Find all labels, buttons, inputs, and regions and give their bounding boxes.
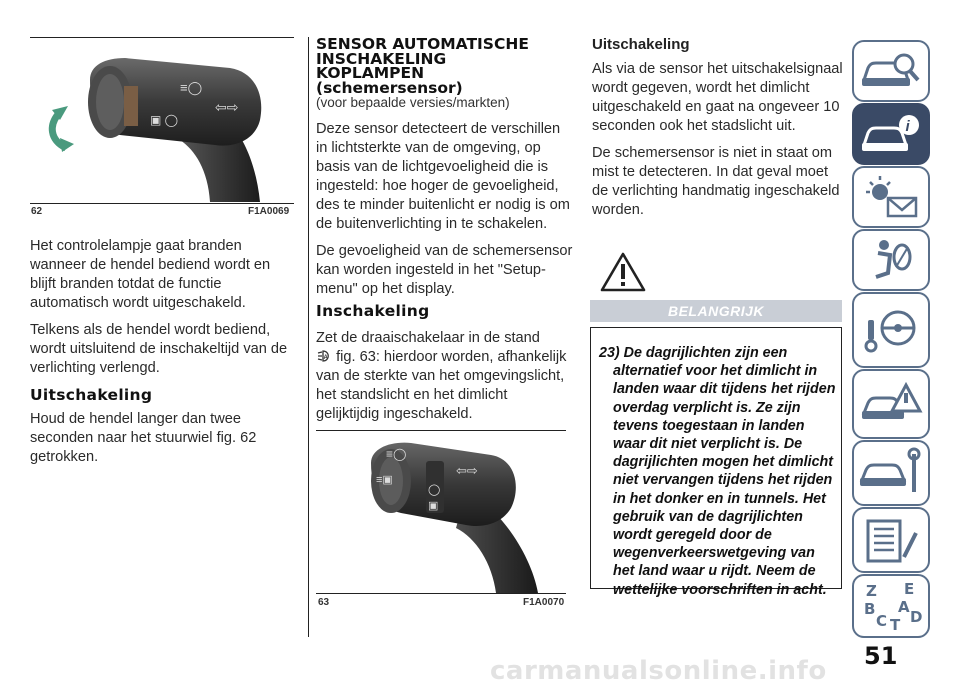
svg-text:Z: Z: [866, 582, 877, 600]
paragraph: De gevoeligheid van de schemersensor kan worden ingesteld in het "Setup-menu" op het display.: [316, 243, 573, 297]
tab-technical-data[interactable]: [852, 507, 930, 573]
section-subtitle: (voor bepaalde versies/markten): [316, 95, 510, 110]
tab-safety[interactable]: [852, 229, 930, 291]
column-divider: [308, 37, 309, 637]
figure-63-top-rule: [316, 430, 566, 431]
paragraph: De schemersensor is niet in staat om mist te detecteren. In dat geval moet de verlichting handmatig ingeschakeld worden.: [592, 145, 840, 218]
figure-62-code: F1A0069: [248, 206, 290, 217]
sun-envelope-icon: [854, 168, 928, 226]
svg-text:≡◯: ≡◯: [386, 447, 407, 461]
column-1-text: [30, 237, 296, 386]
svg-text:≡▣: ≡▣: [376, 474, 393, 486]
figure-62-bottom-rule: [30, 203, 294, 204]
svg-text:⇦⇨: ⇦⇨: [456, 463, 478, 478]
warning-header: BELANGRIJK: [590, 300, 842, 322]
svg-text:A: A: [898, 598, 910, 616]
column-2-text-2: [316, 329, 574, 424]
car-wrench-icon: [854, 442, 928, 504]
figure-62-image: [30, 40, 294, 202]
paragraph: Houd de hendel langer dan twee seconden naar het stuurwiel fig. 62 getrokken.: [30, 411, 257, 465]
stalk-lever-illustration: [316, 433, 566, 593]
car-info-icon: [854, 105, 928, 163]
column-1-text-2: [30, 410, 290, 475]
title-line: (schemersensor): [316, 78, 463, 97]
title-line: KOPLAMPEN: [316, 64, 425, 82]
column-2-text: [316, 120, 574, 307]
warning-car-icon: [854, 371, 928, 437]
auto-light-icon: [316, 349, 332, 363]
tab-starting-driving[interactable]: [852, 292, 930, 368]
column-3-text: [592, 60, 844, 228]
section-heading-inschakeling: Inschakeling: [316, 302, 430, 320]
figure-62-top-rule: [30, 37, 294, 38]
paragraph-rest: fig. 63: hierdoor worden, afhankelijk van de sterkte van het omgevingslicht, het standslicht en het dimlicht gelijktijdig ingeschakeld.: [316, 349, 567, 422]
alphabet-index-icon: [854, 576, 928, 636]
figure-62-number: 62: [31, 206, 43, 217]
svg-text:i: i: [905, 118, 910, 135]
svg-text:E: E: [904, 580, 915, 598]
paragraph: [316, 329, 574, 424]
title-line: INSCHAKELING: [316, 49, 447, 68]
section-title-sensor: [316, 37, 576, 95]
key-steering-wheel-icon: [854, 294, 928, 366]
warning-box: [590, 327, 842, 598]
paragraph-start: Zet de draaischakelaar in de stand: [316, 330, 540, 346]
car-magnifier-icon: [854, 42, 928, 100]
paragraph: Als via de sensor het uitschakelsignaal wordt gegeven, wordt het dimlicht uitgeschakeld en gaat na ongeveer 10 seconden ook het stadslicht uit.: [592, 61, 843, 134]
watermark: carmanualsonline.info: [490, 656, 827, 686]
figure-63-bottom-rule: [316, 593, 566, 594]
paragraph: Telkens als de hendel wordt bediend, wordt uitsluitend de inschakeltijd van de verlichting verlengd.: [30, 322, 288, 376]
svg-text:D: D: [910, 608, 923, 626]
airbag-person-icon: [854, 231, 928, 289]
figure-63-code: F1A0070: [523, 597, 565, 608]
svg-text:▣ ◯: ▣ ◯: [150, 113, 179, 127]
section-heading-uitschakeling-2: Uitschakeling: [592, 36, 690, 53]
svg-text:C: C: [876, 612, 888, 630]
tab-lights-messages[interactable]: [852, 166, 930, 228]
paragraph: Het controlelampje gaat branden wanneer de hendel bediend wordt en blijft branden totdat de functie automatisch wordt uitgeschakeld.: [30, 238, 271, 311]
svg-text:T: T: [890, 616, 901, 634]
document-list-icon: [854, 509, 928, 571]
tab-dashboard-info[interactable]: [852, 103, 930, 165]
svg-text:A: A: [323, 355, 328, 361]
tab-index[interactable]: [852, 574, 930, 638]
section-heading-uitschakeling: Uitschakeling: [30, 386, 153, 404]
svg-text:⇦⇨: ⇦⇨: [215, 99, 239, 115]
svg-text:▣: ▣: [428, 500, 439, 512]
stalk-lever-illustration: [30, 40, 294, 202]
warning-text: 23) De dagrijlichten zijn een alternatief voor het dimlicht in landen waar dit tijdens het rijden overdag verplicht is. Ze zijn tevens toegestaan in landen waar dit niet verplicht is. De dagrijlichten mogen het dimlicht niet vervangen tijdens het rijden in het donker en in tunnels. Het gebruik van de dagrijlichten wordt geregeld door de wegenverkeerswetgeving van het land waar u rijdt. Neem de wettelijke voorschriften in acht.: [599, 345, 836, 598]
figure-63-image: [316, 433, 566, 593]
svg-text:≡◯: ≡◯: [180, 80, 203, 95]
figure-63-number: 63: [318, 597, 330, 608]
tab-know-your-car[interactable]: [852, 40, 930, 102]
warning-triangle-icon: [600, 252, 646, 297]
svg-text:◯: ◯: [428, 484, 441, 496]
page-number: 51: [864, 642, 898, 670]
svg-text:B: B: [864, 600, 876, 618]
tab-maintenance[interactable]: [852, 440, 930, 506]
paragraph: Deze sensor detecteert de verschillen in lichtsterkte van de omgeving, op basis van de lichtgevoeligheid die is ingesteld: hoe hoger de gevoeligheid, des te minder buitenlicht er nodig is om de buitenverlichting in te schakelen.: [316, 121, 570, 232]
tab-emergency[interactable]: [852, 369, 930, 439]
title-line: SENSOR AUTOMATISCHE: [316, 35, 529, 53]
